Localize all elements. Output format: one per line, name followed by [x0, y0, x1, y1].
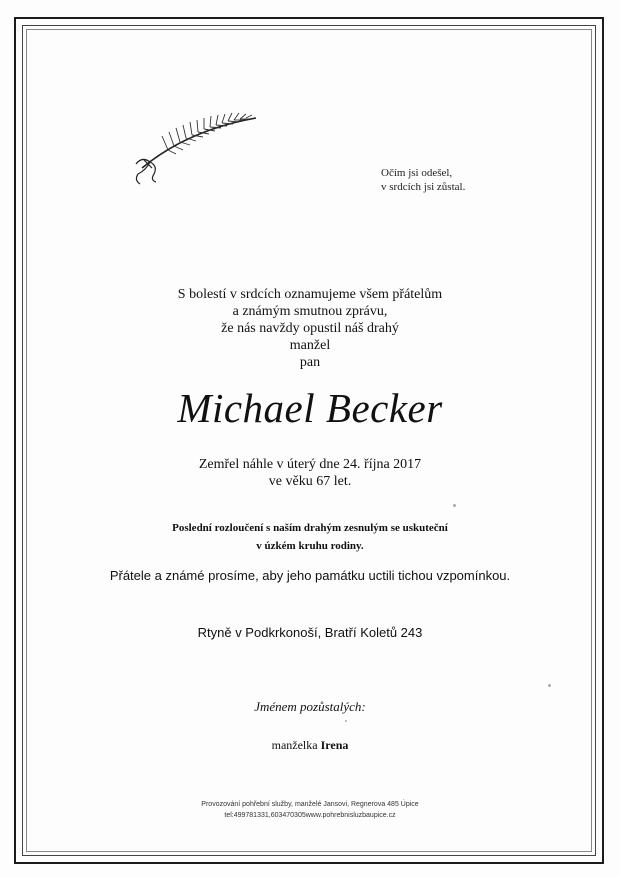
mourner-name: Irena: [320, 738, 349, 752]
funeral-line-1: Poslední rozloučení s naším drahým zesnulým se uskuteční: [172, 522, 448, 534]
mourner: [30, 738, 590, 753]
announcement-line-3: že nás navždy opustil náš drahý: [221, 321, 399, 336]
dust-speck: [345, 720, 347, 722]
funeral-notice: [30, 519, 590, 555]
death-notice: [30, 456, 590, 490]
motto-line-2: v srdcích jsi zůstal.: [381, 181, 466, 193]
inner-border-thin: [26, 29, 592, 852]
announcement-line-2: a známým smutnou zprávu,: [232, 304, 388, 319]
motto-line-1: Očím jsi odešel,: [381, 167, 453, 179]
announcement-line-1: S bolestí v srdcích oznamujeme všem přátelům: [177, 287, 443, 302]
mourner-relation: manželka: [271, 738, 318, 752]
announcement: [30, 286, 590, 371]
death-line-2: ve věku 67 let.: [268, 474, 352, 489]
on-behalf-label: Jménem pozůstalých:: [254, 699, 366, 714]
death-line-1: Zemřel náhle v úterý dne 24. října 2017: [198, 457, 422, 472]
motto-quote: [381, 166, 465, 194]
funeral-line-2: v úzkém kruhu rodiny.: [256, 540, 364, 552]
dust-speck: [453, 504, 456, 507]
address: Rtyně v Podkrkonoší, Bratří Koletů 243: [197, 625, 423, 640]
feather-icon: [128, 110, 268, 190]
announcement-line-4: manžel: [289, 338, 331, 353]
funeral-service-footer: [30, 799, 590, 821]
announcement-line-5: pan: [299, 355, 321, 370]
footer-line-2: tel:499781331,603470305www.pohrebnisluzbaupice.cz: [224, 812, 396, 819]
deceased-name: Michael Becker: [177, 385, 443, 431]
dust-speck: [548, 684, 551, 687]
footer-line-1: Provozování pohřební služby, manželé Jansovi, Regnerova 485 Úpice: [201, 801, 419, 808]
memorial-request: Přátele a známé prosíme, aby jeho památku uctili tichou vzpomínkou.: [109, 568, 511, 583]
